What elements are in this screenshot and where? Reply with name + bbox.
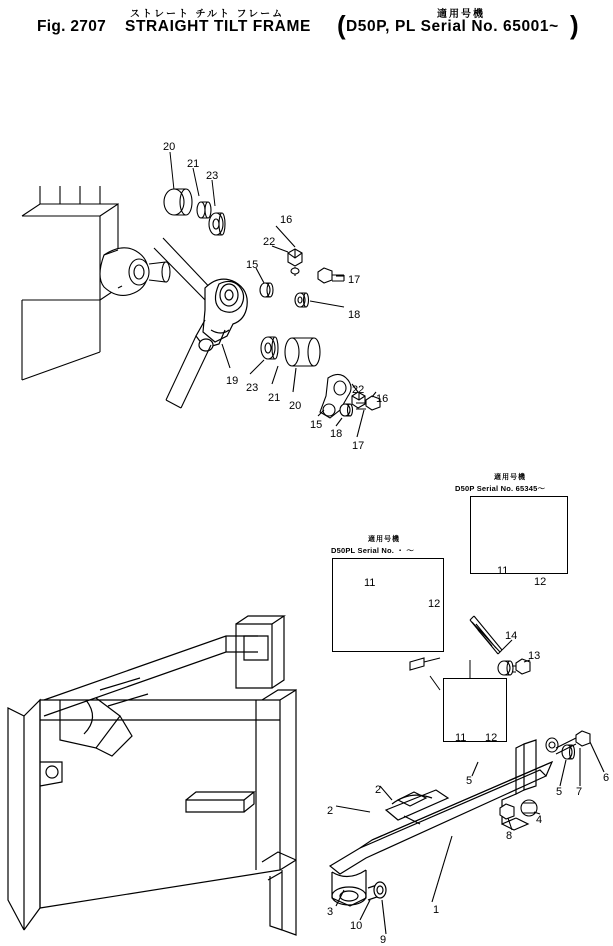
inset-d50pl-serial-label: D50PL Serial No. ・ ～ [331,546,415,555]
callout-number: 20 [289,400,302,412]
inset-box-lower [443,678,507,742]
callout-number: 8 [506,830,513,842]
callout-number: 14 [505,630,518,642]
serial-paren-open: ( [337,10,346,40]
callout-number: 11 [497,565,509,577]
title-japanese-right: 適用号機 [437,9,485,20]
callout-number: 6 [603,772,610,784]
callout-number: 12 [534,576,547,588]
callout-number: 16 [376,393,389,405]
inset-d50p-serial-label: D50P Serial No. 65345～ [455,484,546,493]
callout-number: 23 [206,170,219,182]
title-japanese-top: ストレート チルト フレーム [130,9,285,20]
callout-number: 18 [348,309,361,321]
callout-number: 21 [187,158,200,170]
callout-number: 5 [556,786,563,798]
callout-number: 20 [163,141,176,153]
callout-number: 1 [433,904,440,916]
callout-number: 2 [375,784,382,796]
callout-number: 17 [352,440,365,452]
callout-number: 23 [246,382,259,394]
callout-number: 15 [246,259,259,271]
serial-paren-close: ) [570,10,579,40]
callout-number: 7 [576,786,583,798]
callout-number: 9 [380,934,387,946]
callout-number: 12 [485,732,498,744]
callout-number: 22 [352,384,365,396]
callout-number: 15 [310,419,323,431]
callout-number: 11 [455,732,467,744]
inset-box-d50p [470,496,568,574]
callout-number: 19 [226,375,239,387]
callout-number: 17 [348,274,361,286]
serial-range-text: D50P, PL Serial No. 65001~ [346,18,559,35]
callout-number: 18 [330,428,343,440]
callout-number: 2 [327,805,334,817]
callout-number: 12 [428,598,441,610]
callout-number: 10 [350,920,363,932]
inset-d50pl-jp-label: 適用号機 [368,535,400,543]
callout-number: 16 [280,214,293,226]
figure-number: Fig. 2707 [37,18,107,35]
callout-number: 3 [327,906,334,918]
callout-number: 11 [364,577,376,589]
callout-number: 13 [528,650,541,662]
page-title: STRAIGHT TILT FRAME [125,18,311,35]
callout-number: 22 [263,236,276,248]
callout-number: 5 [466,775,473,787]
callout-number: 4 [536,814,543,826]
callout-number: 21 [268,392,281,404]
inset-d50p-jp-label: 適用号機 [494,473,526,481]
